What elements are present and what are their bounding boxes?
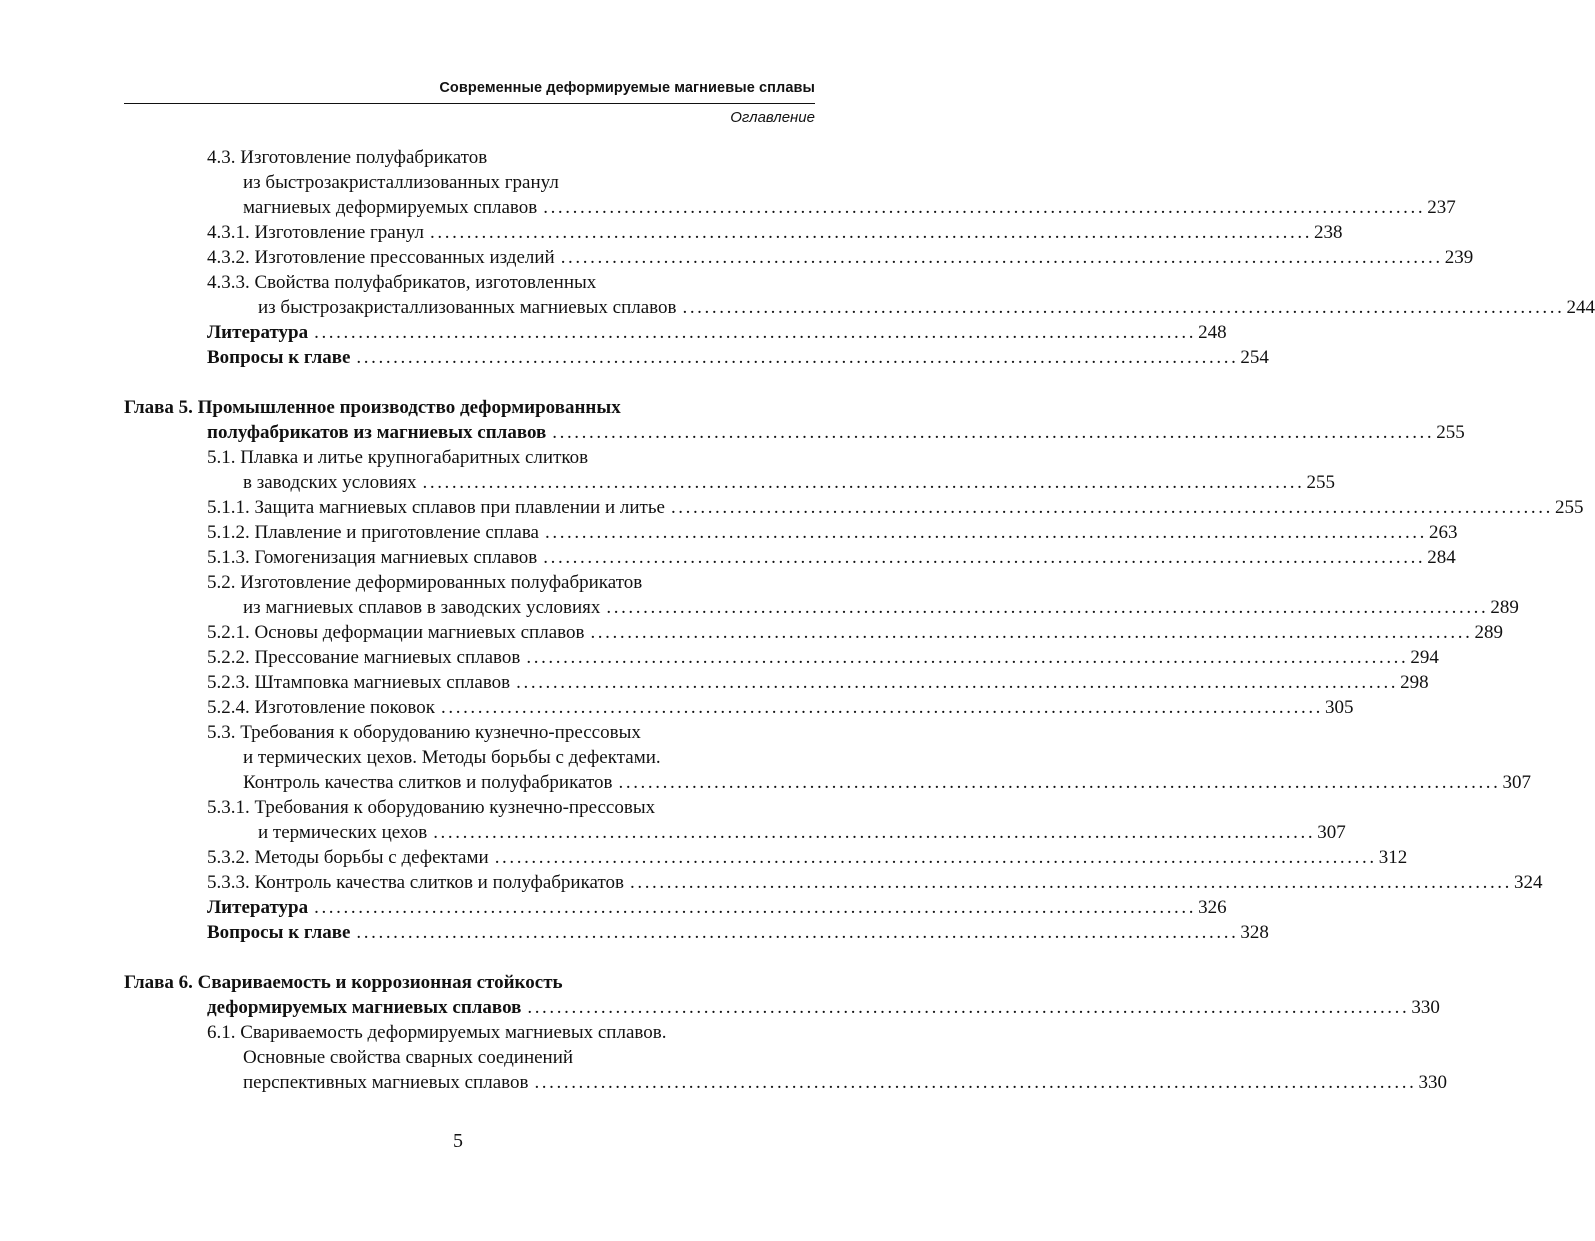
toc-entry-title: 4.3. Изготовление полуфабрикатов	[207, 147, 488, 168]
toc-page-number: 298	[1400, 672, 1429, 693]
page-number: 5	[453, 1130, 463, 1152]
toc-entry-title: перспективных магниевых сплавов	[243, 1072, 529, 1093]
toc-entry[interactable]	[124, 495, 1584, 520]
toc-entry[interactable]	[124, 295, 1595, 320]
toc-entry[interactable]	[124, 595, 1519, 620]
toc-page-number: 254	[1240, 347, 1269, 368]
dot-leader: ........................................................................................................................	[430, 222, 1313, 243]
spacer	[124, 370, 813, 395]
toc-entry[interactable]	[124, 220, 1343, 245]
dot-leader: ........................................................................................................................	[630, 872, 1512, 893]
toc-entry-title: 4.3.3. Свойства полуфабрикатов, изготовленных	[207, 272, 597, 293]
toc-page-number: 330	[1418, 1072, 1447, 1093]
toc-entry-title: 5.1.1. Защита магниевых сплавов при плавлении и литье	[207, 497, 665, 518]
dot-leader: ........................................................................................................................	[534, 1072, 1417, 1093]
dot-leader: ........................................................................................................................	[543, 197, 1426, 218]
toc-entry-title: и термических цехов. Методы борьбы с дефектами.	[243, 747, 661, 768]
chapter-heading: полуфабрикатов из магниевых сплавов	[207, 422, 547, 443]
toc-entry-title: 5.2.3. Штамповка магниевых сплавов	[207, 672, 511, 693]
toc-page-number: 307	[1317, 822, 1346, 843]
toc-entry-title: магниевых деформируемых сплавов	[243, 197, 538, 218]
toc-entry[interactable]	[124, 470, 1335, 495]
toc-entry-title: 5.2.4. Изготовление поковок	[207, 697, 436, 718]
toc-page-number: 255	[1306, 472, 1335, 493]
dot-leader: ........................................................................................................................	[543, 547, 1426, 568]
toc-entry-title: 5.3.1. Требования к оборудованию кузнечно-прессовых	[207, 797, 656, 818]
toc-page-number: 255	[1554, 497, 1584, 518]
dot-leader: ........................................................................................................................	[526, 647, 1409, 668]
header-rule	[124, 103, 815, 104]
toc-entry[interactable]	[124, 245, 1474, 270]
toc-entry-title: Основные свойства сварных соединений	[243, 1047, 574, 1068]
toc-entry[interactable]	[124, 195, 1456, 220]
dot-leader: ........................................................................................................................	[618, 772, 1501, 793]
toc-page-number: 237	[1427, 197, 1456, 218]
toc-entry-title: 5.3.2. Методы борьбы с дефектами	[207, 847, 489, 868]
dot-leader: ........................................................................................................................	[314, 322, 1197, 343]
toc-entry-title: из магниевых сплавов в заводских условиях	[243, 597, 601, 618]
toc-entry[interactable]	[124, 670, 1429, 695]
chapter-heading: деформируемых магниевых сплавов	[207, 997, 522, 1018]
toc-entry-title: 5.1.3. Гомогенизация магниевых сплавов	[207, 547, 538, 568]
table-of-contents	[124, 145, 1595, 1095]
dot-leader: ........................................................................................................................	[441, 697, 1324, 718]
toc-entry[interactable]	[124, 695, 1354, 720]
toc-entry-title: из быстрозакристаллизованных гранул	[243, 172, 559, 193]
dot-leader: ........................................................................................................................	[590, 622, 1473, 643]
dot-leader: ........................................................................................................................	[552, 422, 1435, 443]
toc-entry-title: 4.3.1. Изготовление гранул	[207, 222, 425, 243]
toc-page-number: 255	[1436, 422, 1465, 443]
dot-leader: ........................................................................................................................	[682, 297, 1565, 318]
toc-entry[interactable]	[124, 920, 1269, 945]
toc-entry-title: 5.2.2. Прессование магниевых сплавов	[207, 647, 521, 668]
dot-leader: ........................................................................................................................	[516, 672, 1399, 693]
dot-leader: ........................................................................................................................	[433, 822, 1316, 843]
chapter-heading: Глава 6. Свариваемость и коррозионная стойкость	[124, 972, 563, 993]
dot-leader: ........................................................................................................................	[560, 247, 1443, 268]
running-head-title: Современные деформируемые магниевые сплавы	[439, 80, 815, 96]
toc-entry-title: 5.1.2. Плавление и приготовление сплава	[207, 522, 539, 543]
toc-page-number: 305	[1325, 697, 1354, 718]
toc-page-number: 289	[1474, 622, 1503, 643]
toc-entry[interactable]	[124, 420, 1465, 445]
toc-entry[interactable]	[124, 770, 1531, 795]
toc-entry-title: 5.1. Плавка и литье крупногабаритных слитков	[207, 447, 589, 468]
toc-page-number: 328	[1240, 922, 1269, 943]
toc-page-number: 330	[1411, 997, 1440, 1018]
toc-page-number: 244	[1566, 297, 1595, 318]
toc-page-number: 326	[1198, 897, 1227, 918]
toc-page-number: 312	[1378, 847, 1408, 868]
dot-leader: ........................................................................................................................	[606, 597, 1489, 618]
toc-entry-title: из быстрозакристаллизованных магниевых сплавов	[258, 297, 677, 318]
dot-leader: ........................................................................................................................	[670, 497, 1553, 518]
dot-leader: ........................................................................................................................	[314, 897, 1197, 918]
toc-entry[interactable]	[124, 895, 1227, 920]
toc-page-number: 307	[1502, 772, 1531, 793]
toc-entry[interactable]	[124, 520, 1458, 545]
toc-entry[interactable]	[124, 820, 1346, 845]
toc-entry-title: Литература	[207, 897, 309, 918]
toc-entry[interactable]	[124, 845, 1408, 870]
toc-entry-title: Вопросы к главе	[207, 922, 351, 943]
toc-entry-title: Контроль качества слитков и полуфабрикатов	[243, 772, 613, 793]
toc-entry[interactable]	[124, 545, 1456, 570]
toc-entry-title: 5.3.3. Контроль качества слитков и полуфабрикатов	[207, 872, 624, 893]
toc-entry[interactable]	[124, 645, 1439, 670]
toc-entry-title: 5.3. Требования к оборудованию кузнечно-прессовых	[207, 722, 641, 743]
toc-entry-title: Литература	[207, 322, 309, 343]
toc-entry[interactable]	[124, 345, 1269, 370]
toc-entry-title: Вопросы к главе	[207, 347, 351, 368]
toc-entry[interactable]	[124, 870, 1543, 895]
dot-leader: ........................................................................................................................	[527, 997, 1410, 1018]
toc-entry[interactable]	[124, 320, 1227, 345]
toc-entry[interactable]	[124, 1070, 1447, 1095]
toc-page-number: 239	[1444, 247, 1474, 268]
toc-page-number: 248	[1198, 322, 1227, 343]
toc-page-number: 324	[1514, 872, 1543, 893]
running-head-section: Оглавление	[730, 109, 815, 126]
toc-entry-title: 6.1. Свариваемость деформируемых магниевых сплавов.	[207, 1022, 667, 1043]
toc-entry[interactable]	[124, 995, 1440, 1020]
chapter-heading: Глава 5. Промышленное производство деформированных	[124, 397, 621, 418]
toc-entry-title: 5.2.1. Основы деформации магниевых сплавов	[207, 622, 585, 643]
toc-page-number: 294	[1410, 647, 1439, 668]
toc-page-number: 289	[1490, 597, 1519, 618]
toc-entry-title: 4.3.2. Изготовление прессованных изделий	[207, 247, 555, 268]
toc-page-number: 238	[1314, 222, 1343, 243]
dot-leader: ........................................................................................................................	[545, 522, 1427, 543]
spacer	[124, 945, 813, 970]
toc-page-number: 284	[1427, 547, 1456, 568]
toc-entry-title: 5.2. Изготовление деформированных полуфабрикатов	[207, 572, 643, 593]
toc-entry-title: в заводских условиях	[243, 472, 417, 493]
dot-leader: ........................................................................................................................	[422, 472, 1305, 493]
toc-entry[interactable]	[124, 620, 1503, 645]
dot-leader: ........................................................................................................................	[356, 922, 1239, 943]
toc-page-number: 263	[1429, 522, 1458, 543]
dot-leader: ........................................................................................................................	[494, 847, 1377, 868]
toc-entry-title: и термических цехов	[258, 822, 428, 843]
dot-leader: ........................................................................................................................	[356, 347, 1239, 368]
